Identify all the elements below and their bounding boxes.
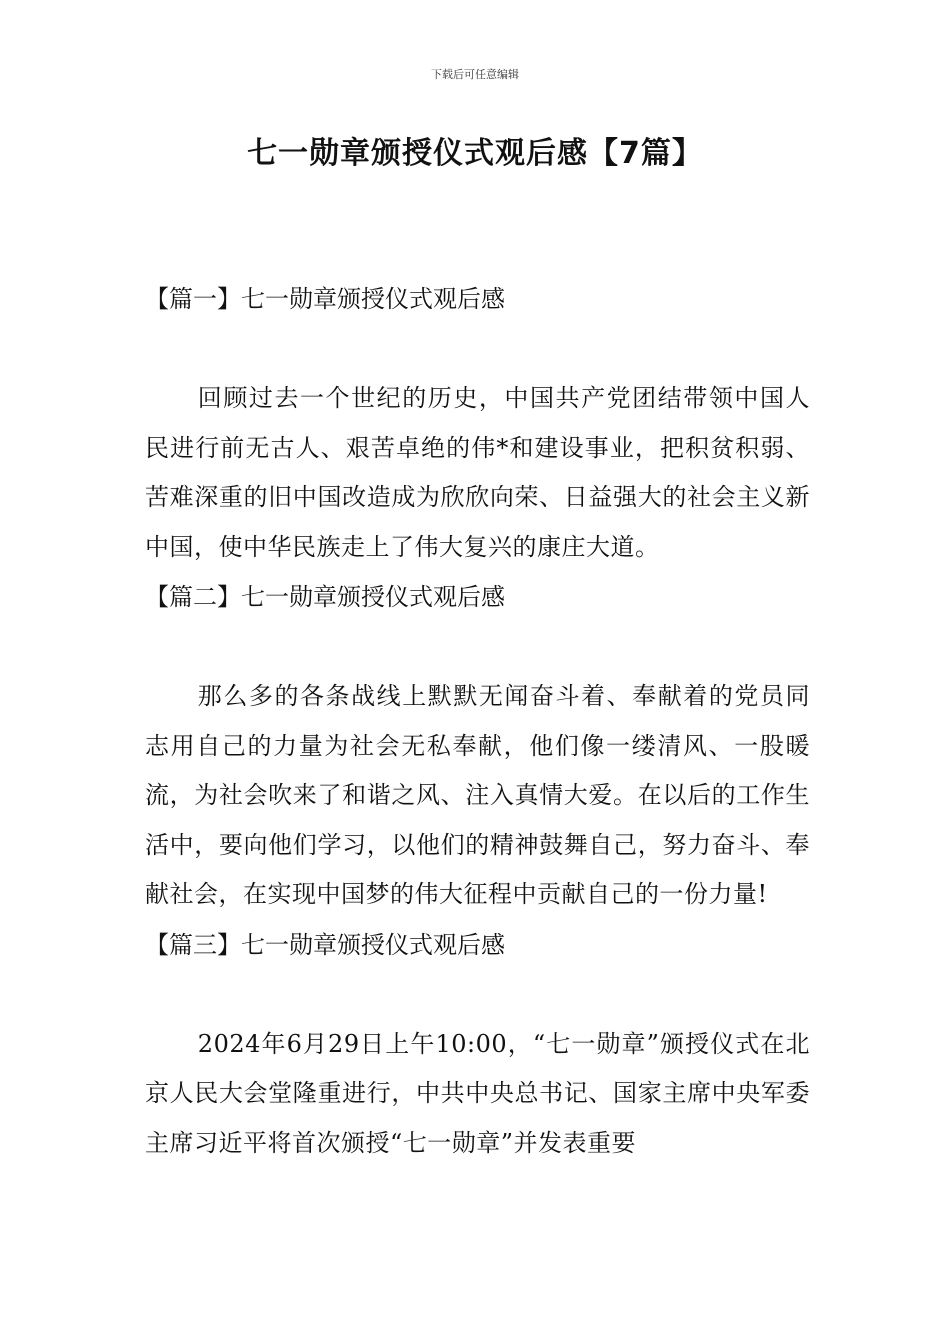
section-paragraph-2: 那么多的各条战线上默默无闻奋斗着、奉献着的党员同志用自己的力量为社会无私奉献，他们像一缕清风、一股暖流，为社会吹来了和谐之风、注入真情大爱。在以后的工作生活中，要向他们学习，以他们的精神鼓舞自己，努力奋斗、奉献社会，在实现中国梦的伟大征程中贡献自己的一份力量!: [145, 682, 810, 908]
document-title: 七一勋章颁授仪式观后感【7篇】: [247, 136, 703, 171]
header-note: 下载后可任意编辑: [431, 68, 519, 81]
section-paragraph-1: 回顾过去一个世纪的历史，中国共产党团结带领中国人民进行前无古人、艰苦卓绝的伟*和建设事业，把积贫积弱、苦难深重的旧中国改造成为欣欣向荣、日益强大的社会主义新中国，使中华民族走上了伟大复兴的康庄大道。: [145, 384, 810, 561]
spacer: [145, 970, 810, 1020]
spacer: [145, 324, 810, 374]
spacer: [145, 622, 810, 672]
section-heading-3: 【篇三】七一勋章颁授仪式观后感: [145, 930, 505, 959]
section-heading-1: 【篇一】七一勋章颁授仪式观后感: [145, 285, 505, 313]
document-body: [145, 274, 810, 1168]
section-paragraph-3: 2024年6月29日上午10:00，“七一勋章”颁授仪式在北京人民大会堂隆重进行，中共中央总书记、国家主席中央军委主席习近平将首次颁授“七一勋章”并发表重要: [145, 1029, 810, 1157]
section-heading-2: 【篇二】七一勋章颁授仪式观后感: [145, 583, 505, 611]
